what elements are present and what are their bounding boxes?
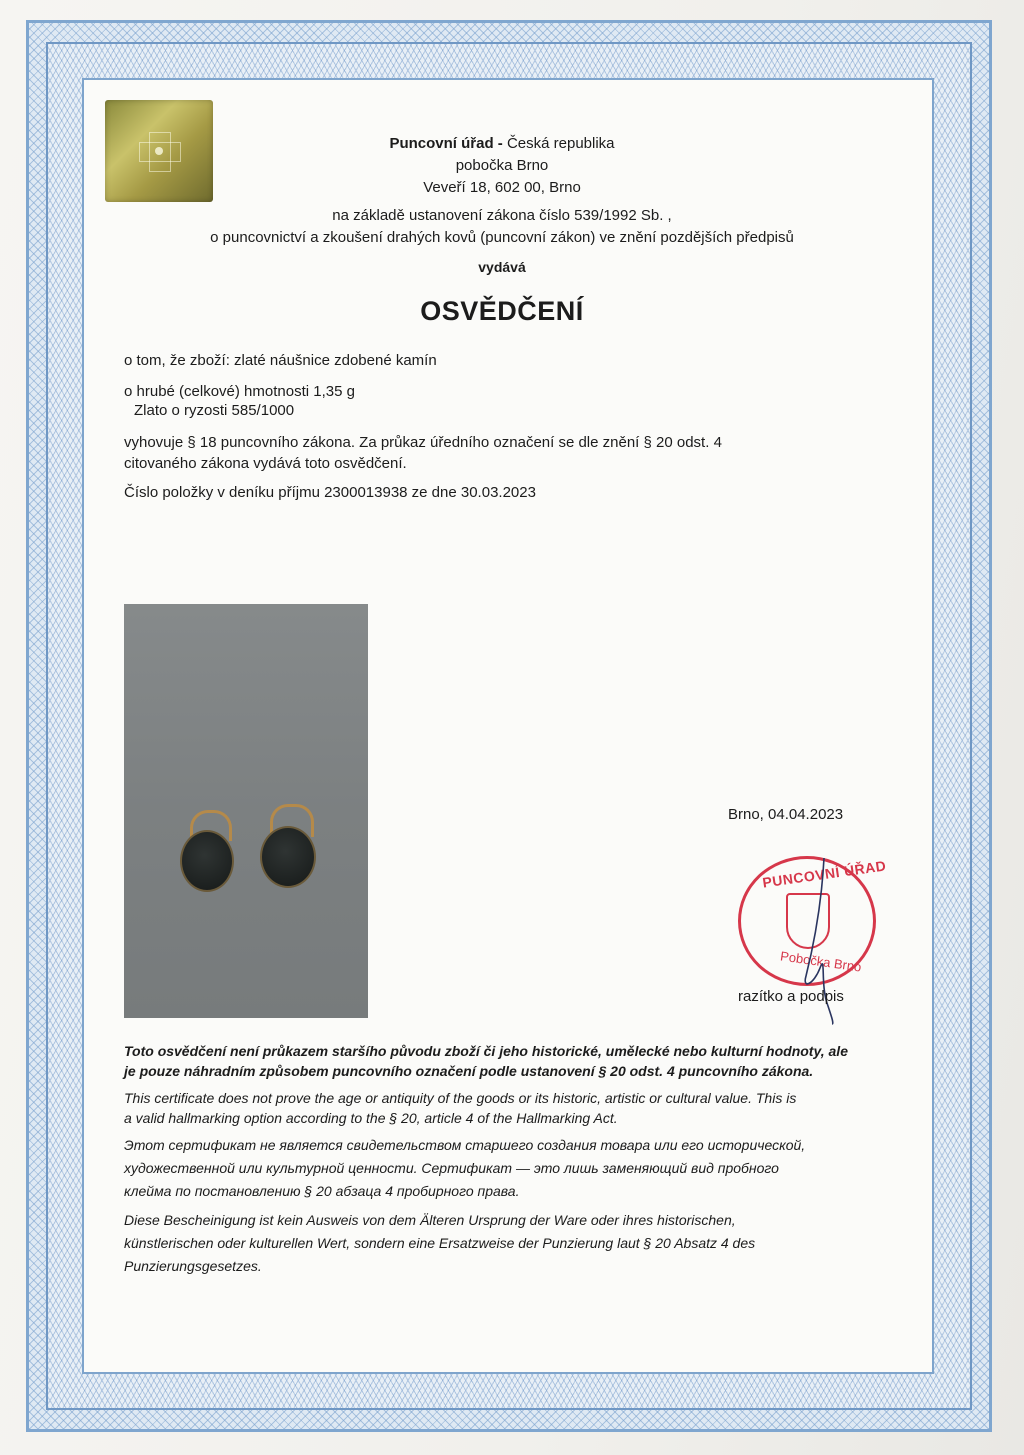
stamp-top-text: PUNCOVNÍ ÚŘAD bbox=[761, 857, 888, 891]
disclaimer-ru-line1: Этот сертификат не является свидетельством старшего создания товара или его исторической, bbox=[124, 1137, 806, 1153]
issue-place-date: Brno, 04.04.2023 bbox=[728, 806, 844, 823]
disclaimer-cz-line2: je pouze náhradním způsobem puncovního označení podle ustanovení § 20 odst. 4 puncovního zákona. bbox=[124, 1063, 814, 1079]
office-name-bold: Puncovní úřad - bbox=[389, 135, 503, 152]
register-number: Číslo položky v deníku příjmu 2300013938 ze dne 30.03.2023 bbox=[124, 484, 536, 501]
stamp-bottom-text: Pobočka Brno bbox=[779, 948, 863, 975]
disclaimer-cz-line1: Toto osvědčení není průkazem staršího původu zboží či jeho historické, umělecké nebo kulturní hodnoty, ale bbox=[124, 1043, 848, 1059]
stamp-signature-label: razítko a podpis bbox=[738, 988, 844, 1005]
issues-label: vydává bbox=[478, 259, 526, 275]
branch-name: pobočka Brno bbox=[455, 157, 549, 174]
compliance-line2: citovaného zákona vydává toto osvědčení. bbox=[124, 455, 407, 472]
office-country: Česká republika bbox=[502, 135, 615, 152]
disclaimer-de-line1: Diese Bescheinigung ist kein Ausweis von dem Älteren Ursprung der Ware oder ihres historischen, bbox=[124, 1212, 736, 1228]
office-name bbox=[0, 133, 1004, 155]
disclaimer-en-line2: a valid hallmarking option according to the § 20, article 4 of the Hallmarking Act. bbox=[124, 1110, 618, 1126]
office-address: Veveří 18, 602 00, Brno bbox=[423, 179, 581, 196]
gold-purity: Zlato o ryzosti 585/1000 bbox=[134, 402, 295, 419]
disclaimer-ru-line3: клейма по постановлению § 20 абзаца 4 пробирного права. bbox=[124, 1183, 520, 1199]
disclaimer-ru-line2: художественной или культурной ценности. Сертификат — это лишь заменяющий вид пробного bbox=[124, 1160, 779, 1176]
disclaimer-de-line3: Punzierungsgesetzes. bbox=[124, 1258, 262, 1274]
disclaimer-en-line1: This certificate does not prove the age or antiquity of the goods or its historic, artistic or cultural value. This is bbox=[124, 1090, 797, 1106]
compliance-line1: vyhovuje § 18 puncovního zákona. Za průkaz úředního označení se dle znění § 20 odst. 4 bbox=[124, 434, 722, 451]
law-reference-line1: na základě ustanovení zákona číslo 539/1992 Sb. , bbox=[332, 207, 672, 224]
earrings-photo bbox=[124, 604, 368, 1018]
gross-weight: o hrubé (celkové) hmotnosti 1,35 g bbox=[124, 383, 355, 400]
coat-of-arms-icon bbox=[786, 893, 830, 949]
law-reference-line2: o puncovnictví a zkoušení drahých kovů (puncovní zákon) ve znění pozdějších předpisů bbox=[210, 229, 794, 246]
goods-description: o tom, že zboží: zlaté náušnice zdobené kamín bbox=[124, 352, 437, 369]
disclaimer-de-line2: künstlerischen oder kulturellen Wert, sondern eine Ersatzweise der Punzierung laut § 20 Absatz 4 des bbox=[124, 1235, 756, 1251]
certificate-title: OSVĚDČENÍ bbox=[420, 296, 584, 326]
